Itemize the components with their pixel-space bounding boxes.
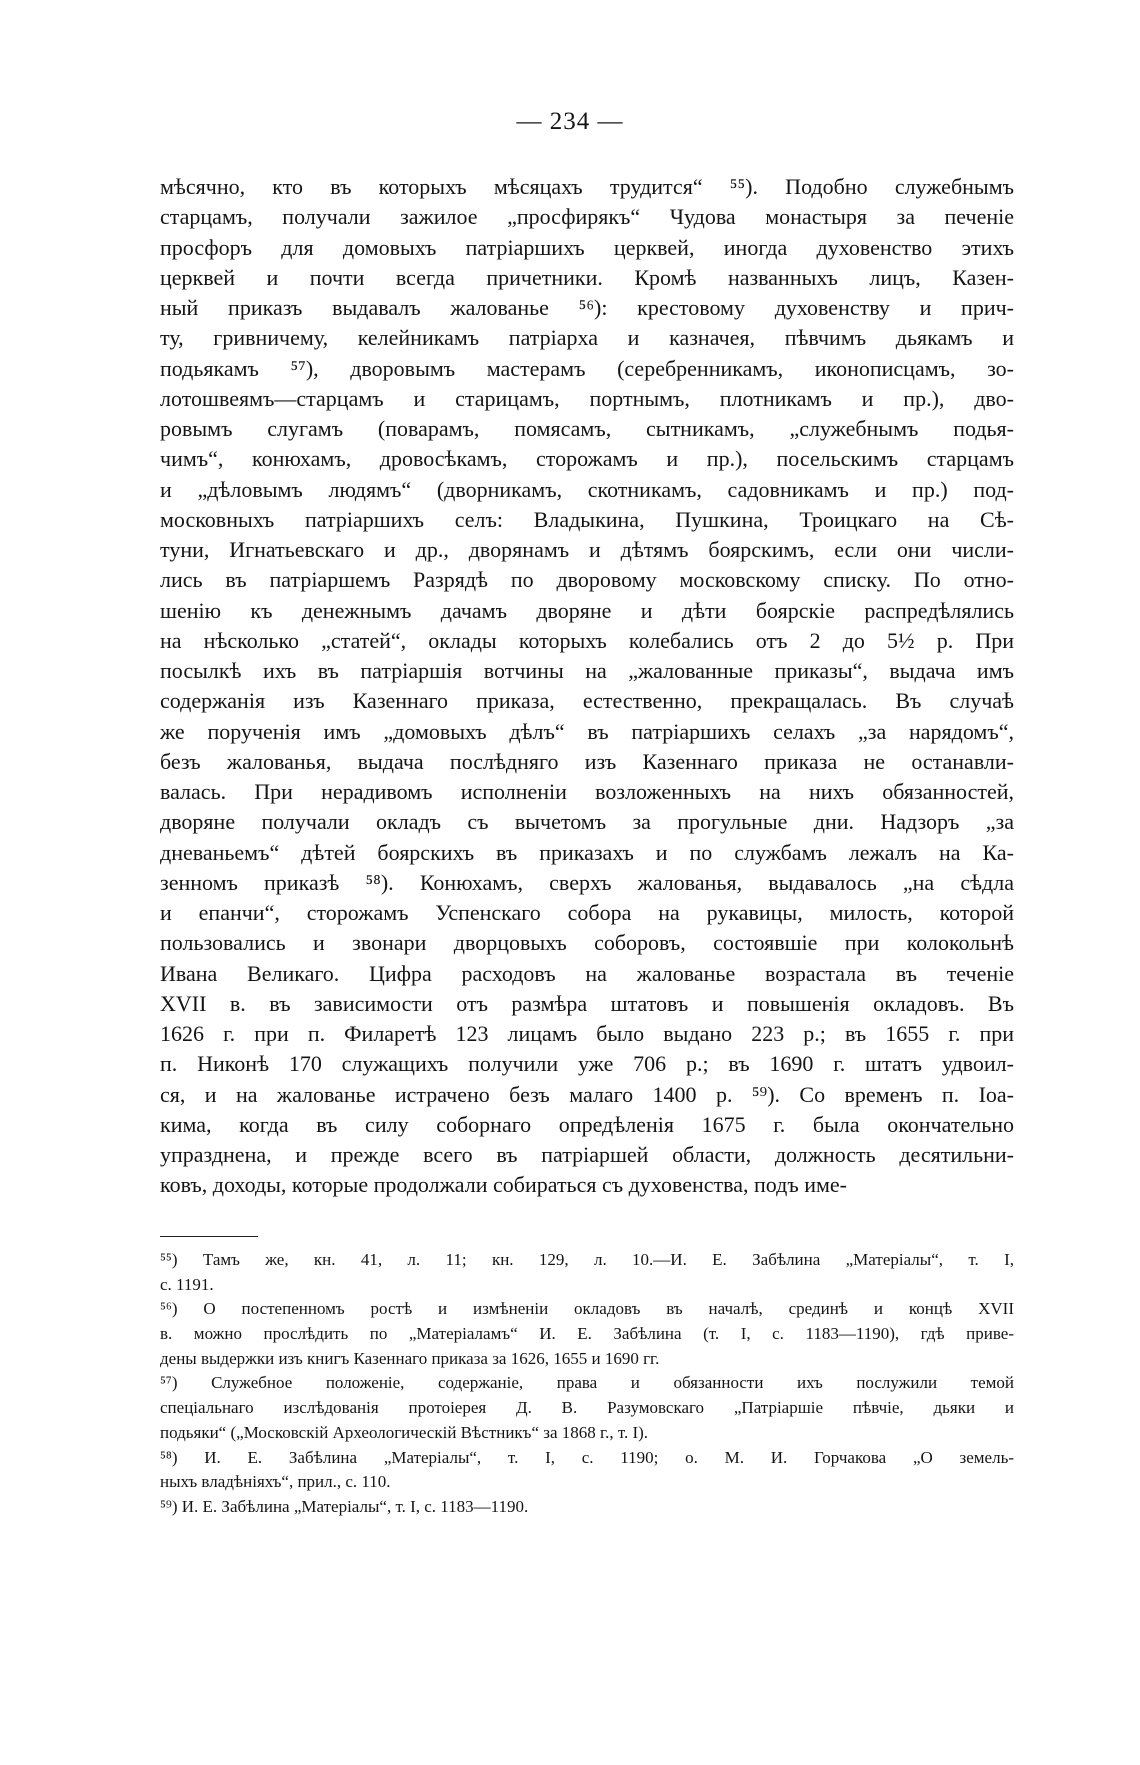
- footnote-line: ⁵⁹) И. Е. Забѣлина „Матеріалы“, т. I, с. 1183—1190.: [160, 1496, 529, 1516]
- text-line: шенію къ денежнымъ дачамъ дворяне и дѣти боярскіе распредѣлялись: [160, 597, 1014, 623]
- text-line: и „дѣловымъ людямъ“ (дворникамъ, скотникамъ, садовникамъ и пр.) под-: [160, 476, 1014, 502]
- text-line: валась. При нерадивомъ исполненіи возложенныхъ на нихъ обязанностей,: [160, 779, 1014, 804]
- footnote-separator: [160, 1236, 258, 1237]
- text-line: чимъ“, конюхамъ, дровосѣкамъ, сторожамъ и пр.), посельскимъ старцамъ: [160, 446, 1014, 472]
- main-text: [160, 172, 1014, 1201]
- text-line: ный приказъ выдавалъ жалованье ⁵⁶): крестовому духовенству и прич-: [160, 295, 1014, 320]
- footnotes: [160, 1248, 1014, 1520]
- text-line: XVII в. въ зависимости отъ размѣра штатовъ и повышенія окладовъ. Въ: [160, 990, 1014, 1016]
- text-line: посылкѣ ихъ въ патріаршія вотчины на „жалованные приказы“, выдача имъ: [160, 658, 1014, 683]
- footnote-line: ⁵⁷) Служебное положеніе, содержаніе, права и обязанности ихъ послужили темой: [160, 1373, 1014, 1393]
- footnote-line: ⁵⁸) И. Е. Забѣлина „Матеріалы“, т. I, с. 1190; о. М. И. Горчакова „О земель-: [160, 1447, 1014, 1467]
- text-line: туни, Игнатьевскаго и др., дворянамъ и дѣтямъ боярскимъ, если они числи-: [160, 537, 1014, 562]
- text-line: Ивана Великаго. Цифра расходовъ на жалованье возрастала въ теченіе: [160, 960, 1014, 986]
- text-line: безъ жалованья, выдача послѣдняго изъ Казеннаго приказа не останавли-: [160, 748, 1014, 774]
- text-line: лотошвеямъ—старцамъ и старицамъ, портнымъ, плотникамъ и пр.), дво-: [160, 385, 1014, 411]
- text-line: дворяне получали окладъ съ вычетомъ за прогульные дни. Надзоръ „за: [160, 809, 1014, 835]
- footnote-line: подьяки“ („Московскій Археологическій Вѣстникъ“ за 1868 г., т. I).: [160, 1422, 649, 1442]
- text-line: на нѣсколько „статей“, оклады которыхъ колебались отъ 2 до 5½ р. При: [160, 627, 1014, 653]
- text-line: дневаньемъ“ дѣтей боярскихъ въ приказахъ и по службамъ лежалъ на Ка-: [160, 839, 1014, 865]
- text-line: п. Никонѣ 170 служащихъ получили уже 706 р.; въ 1690 г. штатъ удвоил-: [160, 1051, 1014, 1077]
- text-line: московныхъ патріаршихъ селъ: Владыкина, Пушкина, Троицкаго на Сѣ-: [160, 506, 1014, 532]
- text-line: 1626 г. при п. Филаретѣ 123 лицамъ было выдано 223 р.; въ 1655 г. при: [160, 1021, 1014, 1046]
- text-line: и епанчи“, сторожамъ Успенскаго собора на рукавицы, милость, которой: [160, 900, 1014, 925]
- text-line: кима, когда въ силу соборнаго опредѣленія 1675 г. была окончательно: [160, 1111, 1014, 1137]
- text-line: ковъ, доходы, которые продолжали собираться съ духовенства, подъ име-: [160, 1172, 848, 1198]
- text-line: упразднена, и прежде всего въ патріаршей области, должность десятильни-: [160, 1142, 1014, 1167]
- footnote-line: ⁵⁶) О постепенномъ ростѣ и измѣненіи окладовъ въ началѣ, срединѣ и концѣ XVII: [160, 1299, 1014, 1319]
- text-line: же порученія имъ „домовыхъ дѣлъ“ въ патріаршихъ селахъ „за нарядомъ“,: [160, 718, 1014, 744]
- text-line: просфоръ для домовыхъ патріаршихъ церквей, иногда духовенство этихъ: [160, 234, 1014, 260]
- text-line: подьякамъ ⁵⁷), дворовымъ мастерамъ (серебренникамъ, иконописцамъ, зо-: [160, 355, 1014, 381]
- text-line: содержанія изъ Казеннаго приказа, естественно, прекращалась. Въ случаѣ: [160, 688, 1014, 714]
- text-line: лись въ патріаршемъ Разрядѣ по дворовому московскому списку. По отно-: [160, 567, 1014, 593]
- text-line: старцамъ, получали зажилое „просфирякъ“ Чудова монастыря за печеніе: [160, 204, 1014, 230]
- text-line: церквей и почти всегда причетники. Кромѣ названныхъ лицъ, Казен-: [160, 264, 1014, 290]
- text-line: ся, и на жалованье истрачено безъ малаго 1400 р. ⁵⁹). Со временъ п. Іоа-: [160, 1081, 1014, 1107]
- text-line: пользовались и звонари дворцовыхъ соборовъ, состоявшіе при колокольнѣ: [160, 930, 1014, 956]
- footnote-line: спеціальнаго изслѣдованія протоіерея Д. В. Разумовскаго „Патріаршіе пѣвчіе, дьяки и: [160, 1398, 1014, 1418]
- footnote-line: ⁵⁵) Тамъ же, кн. 41, л. 11; кн. 129, л. 10.—И. Е. Забѣлина „Матеріалы“, т. I,: [160, 1250, 1014, 1269]
- text-line: мѣсячно, кто въ которыхъ мѣсяцахъ трудится“ ⁵⁵). Подобно служебнымъ: [160, 174, 1014, 199]
- page-number: — 234 —: [516, 108, 624, 135]
- footnote-line: с. 1191.: [160, 1274, 214, 1294]
- footnote-line: в. можно прослѣдить по „Матеріаламъ“ И. Е. Забѣлина (т. I, с. 1183—1190), гдѣ приве-: [160, 1324, 1014, 1344]
- text-line: зенномъ приказѣ ⁵⁸). Конюхамъ, сверхъ жалованья, выдавалось „на сѣдла: [160, 869, 1014, 895]
- text-line: ровымъ слугамъ (поварамъ, помясамъ, сытникамъ, „служебнымъ подья-: [160, 416, 1014, 441]
- footnote-line: дены выдержки изъ книгъ Казеннаго приказа за 1626, 1655 и 1690 гг.: [160, 1348, 660, 1368]
- text-line: ту, гривничему, келейникамъ патріарха и казначея, пѣвчимъ дьякамъ и: [160, 325, 1014, 351]
- footnote-line: ныхъ владѣніяхъ“, прил., с. 110.: [160, 1472, 391, 1492]
